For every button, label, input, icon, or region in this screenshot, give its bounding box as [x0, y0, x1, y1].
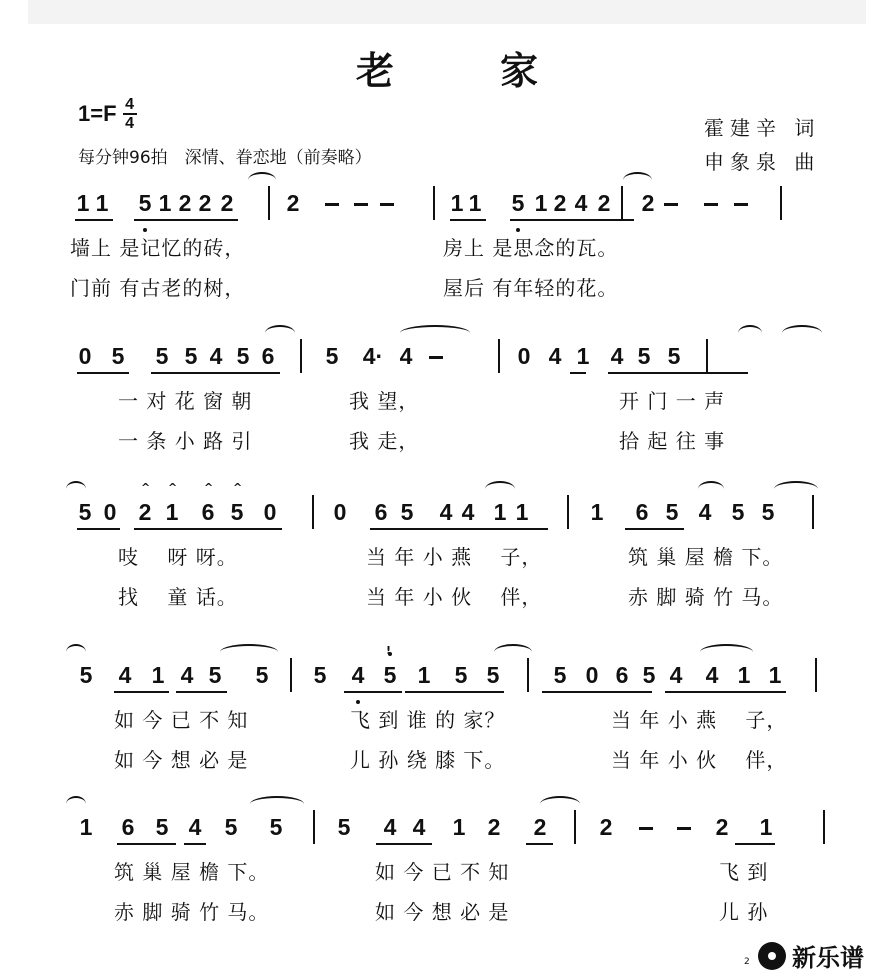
note: 0 [517, 343, 531, 369]
note: 4 [412, 814, 426, 840]
beam-underline [510, 219, 634, 221]
time-signature [123, 96, 137, 132]
lyric-line-2-verse-1: 一 对 花 窗 朝 [118, 389, 253, 413]
beam-underline [344, 691, 402, 693]
note: 1 [493, 499, 507, 525]
beam-underline [462, 528, 548, 530]
note: 1 [576, 343, 590, 369]
lyric-line-3-verse-1: 筑 巢 屋 檐 下。 [628, 545, 784, 569]
site-logo [758, 938, 864, 973]
lyric-line-3-verse-2: 找 童 话。 [118, 585, 238, 609]
note: 4 [548, 343, 562, 369]
beam-underline [151, 372, 258, 374]
note: 4 [383, 814, 397, 840]
note: 5 [236, 343, 250, 369]
note: 5 [511, 190, 525, 216]
barline [780, 186, 782, 220]
note: 4· [362, 343, 384, 369]
note: 2 [597, 190, 611, 216]
note: 4 [439, 499, 453, 525]
record-disc-icon [758, 942, 786, 970]
note: 1 [452, 814, 466, 840]
note: 5 [761, 499, 775, 525]
slur-arc [485, 481, 515, 497]
note: 0 [78, 343, 92, 369]
barline [268, 186, 270, 220]
note: 5 [138, 190, 152, 216]
beam-underline [77, 528, 120, 530]
tempo-note: 每分钟96拍 深情、眷恋地（前奏略） [78, 148, 372, 168]
note: 5 [78, 499, 92, 525]
note: 4 [698, 499, 712, 525]
lyric-line-4-verse-2: 当 年 小 伙 伴， [611, 748, 788, 772]
slur-arc [774, 481, 818, 497]
note: 2 [715, 814, 729, 840]
score-line-1 [0, 186, 888, 226]
slur-arc [220, 644, 278, 660]
slur-arc [540, 796, 580, 812]
note: 5 [269, 814, 283, 840]
note: 1 [95, 190, 109, 216]
note: 1 [450, 190, 464, 216]
slur-arc [66, 644, 86, 660]
time-unit: 4 [125, 115, 134, 132]
barline [312, 495, 314, 529]
lyric-line-5-verse-1: 飞 到 [719, 860, 769, 884]
note: 4 [351, 662, 365, 688]
note: 2 [198, 190, 212, 216]
lyric-line-1-verse-1: 房上 是思念的瓦。 [443, 236, 619, 260]
note: 5 [155, 343, 169, 369]
lyric-line-3-verse-2: 当 年 小 伙 伴， [366, 585, 543, 609]
lyric-line-4-verse-1: 飞 到 谁 的 家？ [350, 708, 506, 732]
barline [313, 810, 315, 844]
lyric-line-5-verse-2: 赤 脚 骑 竹 马。 [114, 900, 270, 924]
beam-underline [176, 691, 227, 693]
lyric-line-2-verse-2: 一 条 小 路 引 [118, 429, 253, 453]
note: 2 [138, 499, 152, 525]
lyric-line-4-verse-1: 当 年 小 燕 子， [611, 708, 788, 732]
beam-underline [450, 219, 486, 221]
lyric-line-2-verse-2: 拾 起 往 事 [619, 429, 726, 453]
note: 5 [486, 662, 500, 688]
beam-underline [258, 372, 280, 374]
song-title: 老 家 [355, 48, 572, 93]
note: 4 [669, 662, 683, 688]
slur-arc [700, 644, 753, 660]
barline [706, 339, 708, 373]
note: 4 [705, 662, 719, 688]
score-line-2 [0, 339, 888, 379]
beam-underline [184, 843, 206, 845]
barline [815, 658, 817, 692]
barline [300, 339, 302, 373]
note: 1 [165, 499, 179, 525]
beam-underline [77, 372, 129, 374]
top-scan-bar [28, 0, 866, 24]
sustain-dash [704, 203, 718, 206]
note: 5 [665, 499, 679, 525]
note: 2 [599, 814, 613, 840]
lyric-line-1-verse-1: 墙上 是记忆的砖， [70, 236, 246, 260]
note: 5 [454, 662, 468, 688]
beam-underline [114, 691, 169, 693]
note: 2 [286, 190, 300, 216]
slur-arc [623, 172, 652, 188]
barline [823, 810, 825, 844]
note: 5 [230, 499, 244, 525]
lyric-line-3-verse-1: 吱 呀 呀。 [118, 545, 238, 569]
note: 5 [79, 662, 93, 688]
note: 5 [400, 499, 414, 525]
sustain-dash [677, 827, 691, 830]
lyric-line-4-verse-2: 如 今 想 必 是 [114, 748, 249, 772]
barline [527, 658, 529, 692]
note: 0 [263, 499, 277, 525]
note: 1 [151, 662, 165, 688]
slur-arc [400, 325, 470, 341]
note: 1 [76, 190, 90, 216]
sustain-dash [734, 203, 748, 206]
note: 1 [759, 814, 773, 840]
beam-underline [625, 528, 684, 530]
slur-arc [265, 325, 295, 341]
barline [812, 495, 814, 529]
note: 6 [374, 499, 388, 525]
beam-underline [134, 528, 282, 530]
barline [567, 495, 569, 529]
note: 0 [585, 662, 599, 688]
lyric-line-3-verse-2: 赤 脚 骑 竹 马。 [628, 585, 784, 609]
lyric-line-5-verse-2: 儿 孙 [719, 900, 769, 924]
sustain-dash [380, 203, 394, 206]
lyric-line-5-verse-1: 如 今 已 不 知 [375, 860, 510, 884]
lyric-line-5-verse-1: 筑 巢 屋 檐 下。 [114, 860, 270, 884]
note: 5 [224, 814, 238, 840]
accent-mark-icon: ^ [204, 481, 214, 494]
barline [498, 339, 500, 373]
slur-arc [738, 325, 762, 341]
note: 5 [184, 343, 198, 369]
accent-mark-icon: ^ [141, 481, 151, 494]
note: 5 [313, 662, 327, 688]
note: 5 [731, 499, 745, 525]
note: 5 [337, 814, 351, 840]
note: 2 [487, 814, 501, 840]
accent-mark-icon: ^ [233, 481, 243, 494]
note: 6 [261, 343, 275, 369]
note: 5 [325, 343, 339, 369]
lyric-line-2-verse-2: 我 走， [349, 429, 420, 453]
beam-underline [134, 219, 154, 221]
beam-underline [608, 372, 748, 374]
sustain-dash [664, 203, 678, 206]
note: 1 [768, 662, 782, 688]
note: 6 [615, 662, 629, 688]
beam-underline [117, 843, 176, 845]
beam-underline [526, 843, 553, 845]
note: 0 [333, 499, 347, 525]
note: 5 [383, 662, 397, 688]
note: 6 [201, 499, 215, 525]
note: 1 [79, 814, 93, 840]
sustain-dash [325, 203, 339, 206]
note: 5 [255, 662, 269, 688]
logo-text: 新乐谱 [792, 944, 864, 972]
note: 5 [637, 343, 651, 369]
lyric-line-1-verse-2: 门前 有古老的树， [70, 276, 246, 300]
note: 1 [158, 190, 172, 216]
lyric-line-3-verse-1: 当 年 小 燕 子， [366, 545, 543, 569]
accent-mark-icon: ! [386, 644, 392, 657]
note: 5 [208, 662, 222, 688]
beam-underline [154, 219, 238, 221]
barline [621, 186, 623, 220]
note: 5 [155, 814, 169, 840]
beam-underline [75, 219, 113, 221]
note: 6 [635, 499, 649, 525]
time-beats: 4 [125, 96, 134, 113]
note: 1 [590, 499, 604, 525]
slur-arc [698, 481, 724, 497]
note: 1 [737, 662, 751, 688]
note: 4 [209, 343, 223, 369]
slur-arc [66, 796, 86, 812]
sustain-dash [639, 827, 653, 830]
composer-credit: 申象泉 曲 [704, 150, 821, 174]
slur-arc [782, 325, 822, 341]
lyric-line-4-verse-1: 如 今 已 不 知 [114, 708, 249, 732]
beam-underline [735, 843, 775, 845]
beam-underline [405, 691, 504, 693]
sustain-dash [354, 203, 368, 206]
key-prefix: 1=F [78, 101, 117, 126]
note: 1 [515, 499, 529, 525]
barline [433, 186, 435, 220]
lyric-line-2-verse-1: 开 门 一 声 [619, 389, 726, 413]
note: 2 [178, 190, 192, 216]
note: 5 [111, 343, 125, 369]
score-line-3 [0, 481, 888, 535]
beam-underline [665, 691, 786, 693]
slur-arc [494, 644, 532, 660]
note: 1 [534, 190, 548, 216]
beam-underline [570, 372, 586, 374]
note: 4 [574, 190, 588, 216]
lyric-line-4-verse-2: 儿 孙 绕 膝 下。 [350, 748, 506, 772]
note: 4 [461, 499, 475, 525]
note: 4 [399, 343, 413, 369]
note: 6 [121, 814, 135, 840]
note: 4 [188, 814, 202, 840]
accent-mark-icon: ^ [168, 481, 178, 494]
slur-arc [250, 796, 304, 812]
beam-underline [370, 528, 462, 530]
note: 4 [180, 662, 194, 688]
note: 5 [667, 343, 681, 369]
note: 2 [641, 190, 655, 216]
note: 5 [553, 662, 567, 688]
note: 1 [468, 190, 482, 216]
barline [574, 810, 576, 844]
sustain-dash [429, 356, 443, 359]
barline [290, 658, 292, 692]
note: 2 [220, 190, 234, 216]
lyric-line-2-verse-1: 我 望， [349, 389, 420, 413]
note: 4 [610, 343, 624, 369]
beam-underline [376, 843, 432, 845]
key-signature [78, 96, 137, 132]
slur-arc [66, 481, 86, 497]
slur-arc [248, 172, 276, 188]
note: 1 [417, 662, 431, 688]
score-line-4 [0, 644, 888, 698]
page-number: 2 [744, 957, 750, 967]
note: 2 [533, 814, 547, 840]
lyric-line-5-verse-2: 如 今 想 必 是 [375, 900, 510, 924]
note: 4 [118, 662, 132, 688]
score-line-5 [0, 810, 888, 850]
note: 2 [553, 190, 567, 216]
lyric-line-1-verse-2: 屋后 有年轻的花。 [443, 276, 619, 300]
beam-underline [542, 691, 652, 693]
note: 5 [642, 662, 656, 688]
note: 0 [103, 499, 117, 525]
lyricist-credit: 霍建辛 词 [704, 116, 821, 140]
